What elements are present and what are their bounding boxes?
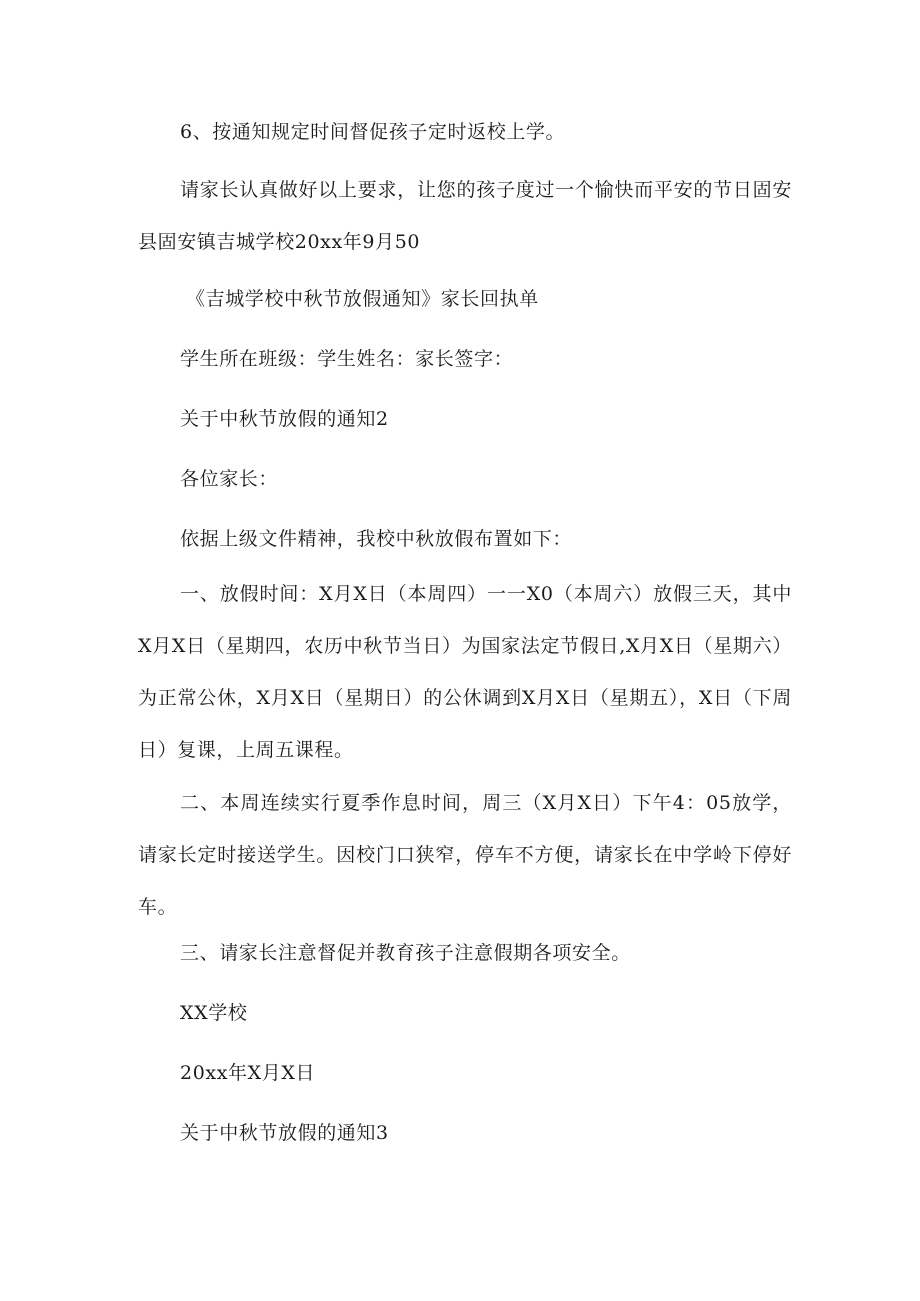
signature-school: XX学校 [180,1002,248,1024]
paragraph-intro: 依据上级文件精神，我校中秋放假布置如下： [180,528,573,550]
notice-3-title: 关于中秋节放假的通知3 [180,1122,389,1144]
paragraph-closing-request: 请家长认真做好以上要求，让您的孩子度过一个愉快而平安的节日固安县固安镇吉城学校20xx年9月50 [138,179,792,253]
paragraph-holiday-time: 一、放假时间：X月X日（本周四）一一X0（本周六）放假三天，其中X月X日（星期四，农历中秋节当日）为国家法定节假日,X月X日（星期六）为正常公休，X月X日（星期日）的公休调到X月X日（星期五），X日（下周日）复课，上周五课程。 [138,583,792,761]
paragraph-schedule: 二、本周连续实行夏季作息时间，周三（X月X日）下午4：05放学，请家长定时接送学生。因校门口狭窄，停车不方便，请家长在中学岭下停好车。 [138,792,792,918]
receipt-title: 《吉城学校中秋节放假通知》家长回执单 [186,288,539,310]
notice-2-title: 关于中秋节放假的通知2 [180,408,389,430]
receipt-fields: 学生所在班级：学生姓名：家长签字： [180,348,514,370]
salutation: 各位家长： [180,468,279,490]
paragraph-safety: 三、请家长注意督促并教育孩子注意假期各项安全。 [180,942,631,964]
signature-date: 20xx年X月X日 [180,1062,316,1084]
paragraph-return-to-school: 6、按通知规定时间督促孩子定时返校上学。 [180,121,566,143]
